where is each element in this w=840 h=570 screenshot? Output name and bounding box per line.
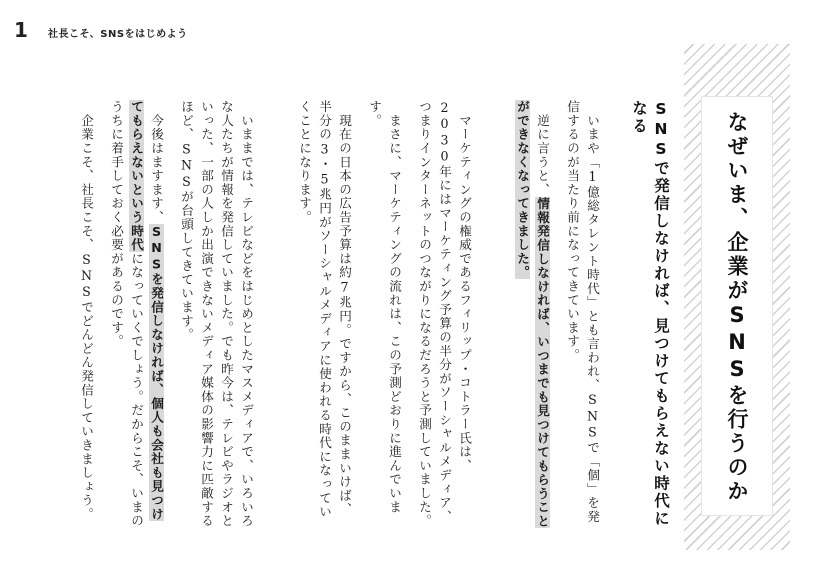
paragraph [364, 100, 404, 530]
chapter-title: なぜいま、企業がSNSを行うのか [725, 111, 749, 504]
paragraph [414, 100, 474, 530]
paragraph [76, 100, 96, 530]
chapter-title-box [684, 44, 790, 550]
column-gap [266, 100, 284, 530]
paragraph-text: いままでは、テレビなどをはじめとしたマスメディアで、いろいろな人たちが情報を発信していました。でも昨今は、テレビやラジオといった、一部の人しか出演できないメディア媒体の影響力に匹敵するほど、SNSが台頭してきています。 [179, 100, 254, 528]
chapter-title-panel [701, 96, 773, 516]
section-lead: SNSで発信しなければ、見つけてもらえない時代になる [630, 100, 670, 528]
vertical-body-text [28, 100, 672, 530]
paragraph [106, 100, 166, 530]
paragraph-text: 今後はますます、 [149, 113, 164, 225]
paragraph-text: 企業こそ、社長こそ、SNSでどんどん発信していきましょう。 [79, 113, 94, 522]
paragraph-text: 逆に言うと、 [535, 113, 550, 197]
column-gap [484, 100, 502, 530]
paragraph-text: マーケティングの権威であるフィリップ・コトラー氏は、2030年にはマーケティング予算の半分がソーシャルメディア、つまりインターネットのつながりになるだろうと予測していました。 [417, 100, 472, 528]
paragraph [512, 100, 552, 530]
page-number: 1 [14, 18, 28, 42]
emphasis-highlight: SNSを発信しなければ、個人も会社も見つけてもらえないという時代 [129, 100, 164, 522]
paragraph-text: いまや「1億総タレント時代」とも言われ、SNSで「個」を発信するのが当たり前になってきています。 [565, 100, 600, 524]
paragraph-text: 現在の日本の広告予算は約7兆円。ですから、このままいけば、半分の3・5兆円がソーシャルメディアに使われる時代になっていくことになります。 [297, 100, 352, 519]
running-header: 社長こそ、SNSをはじめよう [48, 29, 188, 40]
paragraph [176, 100, 256, 530]
paragraph-text: になっていくでしょう。だからこそ、いまのうちに着手しておく必要があるのです。 [109, 100, 144, 528]
paragraph-text: まさに、マーケティングの流れは、この予測どおりに進んでいます。 [367, 100, 402, 515]
paragraph [294, 100, 354, 530]
paragraph [562, 100, 602, 530]
emphasis-highlight: 情報発信しなければ、いつまでも見つけてもらうことができなくなってきました。 [515, 100, 550, 528]
